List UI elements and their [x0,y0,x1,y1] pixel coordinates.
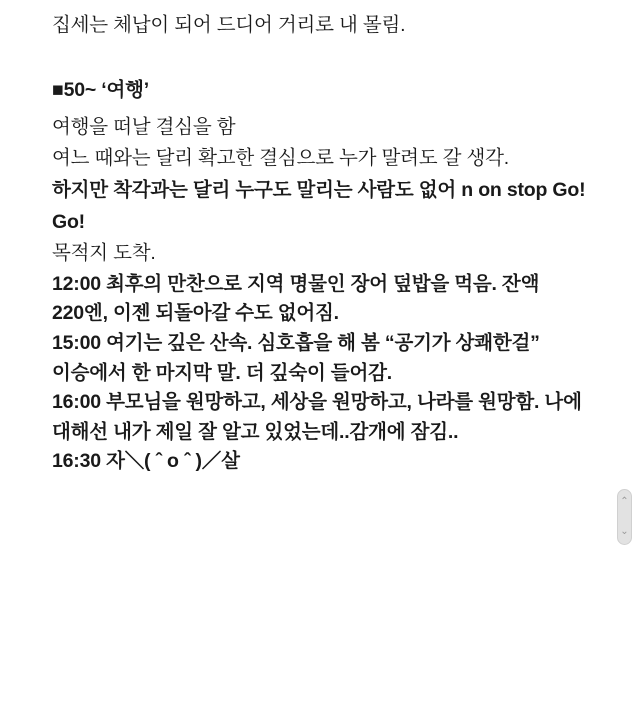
body-line-1: 여행을 떠날 결심을 함 [52,115,236,138]
timeline-entry-1630: 16:30 자＼( ˆ o ˆ )／살 [52,450,240,473]
body-line-4: 목적지 도착. [52,242,156,265]
body-line-3: 하지만 착각과는 달리 누구도 말리는 사람도 없어 n on stop Go! Go! [52,178,586,233]
heading-spacer [52,105,600,112]
body-line-2: 여느 때와는 달리 확고한 결심으로 누가 말려도 갈 생각. [52,147,509,170]
section-heading: ■50~ ‘여행’ [52,78,149,101]
timeline-entry-1200: 12:00 최후의 만찬으로 지역 명물인 장어 덮밥을 먹음. 잔액 220엔, 이젠 되돌아갈 수도 없어짐. [52,272,540,325]
timeline-entry-1600: 16:00 부모님을 원망하고, 세상을 원망하고, 나라를 원망함. 나에 대해선 내가 제일 잘 알고 있었는데..감개에 잠김.. [52,391,582,443]
timeline-block [52,270,600,477]
scrollbar-thumb[interactable] [617,489,632,545]
timeline-entry-1500: 15:00 여기는 깊은 산속. 심호흡을 해 봄 “공기가 상쾌한걸” 이승에서 한 마지막 말. 더 깊숙이 들어감. [52,331,540,384]
intro-paragraph: 집세는 체납이 되어 드디어 거리로 내 몰림. [52,14,406,36]
chevron-up-icon[interactable]: ⌃ [620,496,629,507]
chevron-down-icon[interactable]: ⌄ [620,526,629,537]
section-spacer [52,42,600,76]
body-block [52,112,600,270]
